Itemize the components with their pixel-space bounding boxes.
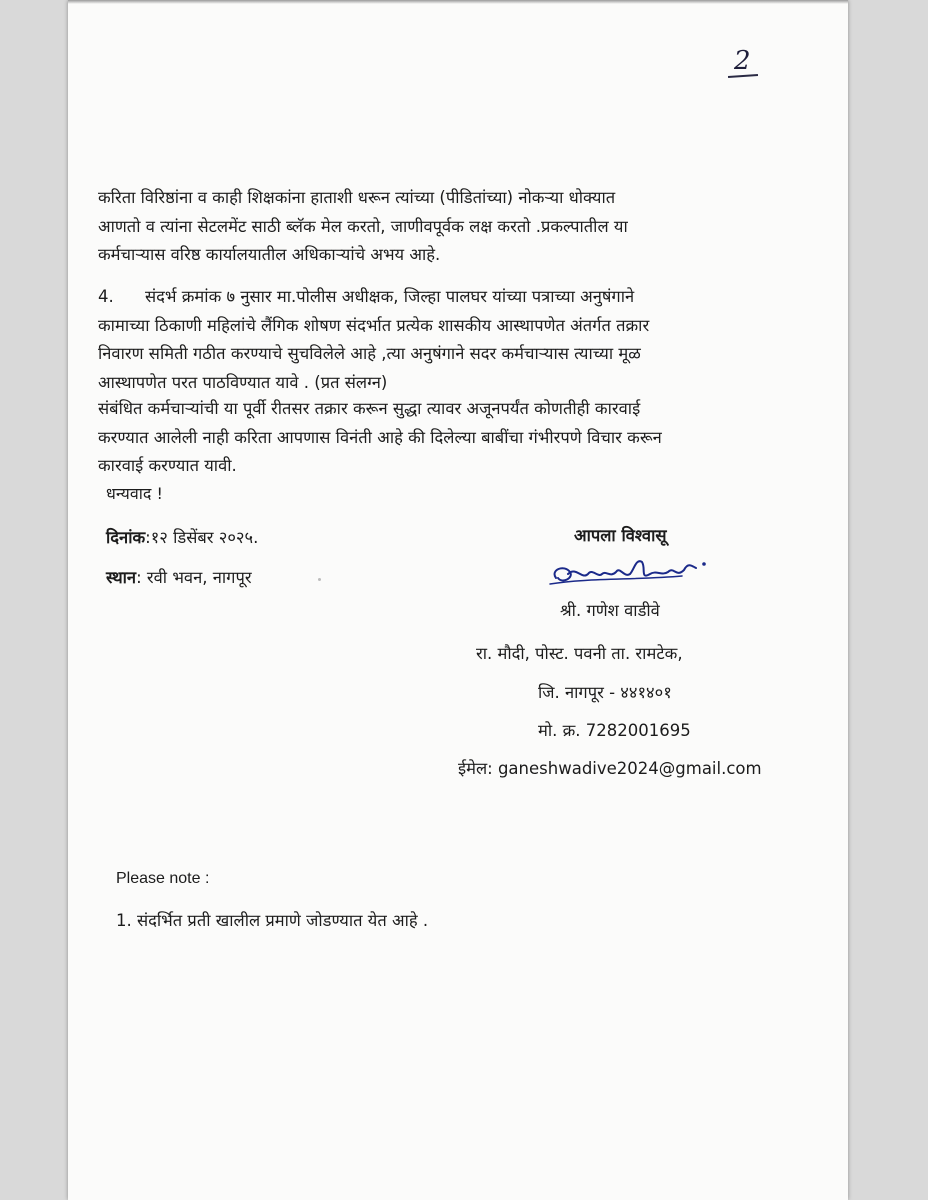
paragraph-line: आणतो व त्यांना सेटलमेंट साठी ब्लॅक मेल करतो, जाणीवपूर्वक लक्ष करतो .प्रकल्पातील या bbox=[98, 216, 628, 236]
paragraph-line: करण्यात आलेली नाही करिता आपणास विनंती आहे की दिलेल्या बाबींचा गंभीरपणे विचार करून bbox=[98, 427, 662, 447]
paragraph-line: करिता विरिष्ठांना व काही शिक्षकांना हाताशी धरून त्यांच्या (पीडितांच्या) नोकऱ्या धोक्यात bbox=[98, 188, 616, 207]
date-line bbox=[106, 525, 258, 548]
place-line bbox=[106, 565, 252, 588]
page-number-underline bbox=[728, 74, 758, 78]
place-value: : रवी भवन, नागपूर bbox=[136, 568, 252, 587]
paragraph-line bbox=[98, 283, 778, 312]
paragraph-line: कामाच्या ठिकाणी महिलांचे लैंगिक शोषण संदर्भात प्रत्येक शासकीय आस्थापणेत अंतर्गत तक्रार bbox=[98, 315, 650, 335]
paragraph-line: संबंधित कर्मचाऱ्यांची या पूर्वी रीतसर तक्रार करून सुद्धा त्यावर अजूनपर्यंत कोणतीही कारवाई bbox=[98, 399, 641, 418]
place-label: स्थान bbox=[106, 568, 137, 587]
date-label: दिनांक bbox=[106, 528, 146, 547]
thanks-text: धन्यवाद ! bbox=[106, 484, 163, 503]
paragraph-continuation bbox=[98, 184, 778, 270]
paragraph-line: आस्थापणेत परत पाठविण्यात यावे . (प्रत संलग्न) bbox=[98, 372, 388, 392]
paragraph-point-4 bbox=[98, 283, 778, 397]
sender-address-line-2: जि. नागपूर - ४४१४०१ bbox=[538, 683, 672, 702]
sender-phone: मो. क्र. 7282001695 bbox=[538, 721, 691, 740]
page-top-edge bbox=[68, 0, 848, 4]
note-title: Please note : bbox=[116, 870, 210, 887]
handwritten-page-number: 2 bbox=[734, 46, 751, 76]
sender-email: ईमेल: ganeshwadive2024@gmail.com bbox=[458, 759, 762, 778]
point-number: 4. bbox=[98, 287, 114, 306]
paragraph-line: कारवाई करण्यात यावी. bbox=[98, 456, 237, 475]
sender-name: श्री. गणेश वाडीवे bbox=[560, 601, 660, 620]
handwritten-signature bbox=[546, 548, 746, 598]
paragraph-line: कर्मचाऱ्यास वरिष्ठ कार्यालयातील अधिकाऱ्यांचे अभय आहे. bbox=[98, 245, 441, 264]
paragraph-line-text: संदर्भ क्रमांक ७ नुसार मा.पोलीस अधीक्षक, जिल्हा पालघर यांच्या पत्राच्या अनुषंगाने bbox=[145, 287, 635, 306]
sender-address-line-1: रा. मौदी, पोस्ट. पवनी ता. रामटेक, bbox=[476, 644, 683, 663]
note-item: 1. संदर्भित प्रती खालील प्रमाणे जोडण्यात येत आहे . bbox=[116, 911, 429, 930]
date-value: :१२ डिसेंबर २०२५. bbox=[145, 528, 259, 547]
paragraph-request bbox=[98, 395, 778, 481]
paper-speck bbox=[318, 578, 321, 581]
letter-page bbox=[68, 0, 848, 1200]
closing-salutation: आपला विश्वासू bbox=[574, 526, 667, 545]
paragraph-line: निवारण समिती गठीत करण्याचे सुचविलेले आहे ,त्या अनुषंगाने सदर कर्मचाऱ्यास त्याच्या मूळ bbox=[98, 344, 641, 363]
